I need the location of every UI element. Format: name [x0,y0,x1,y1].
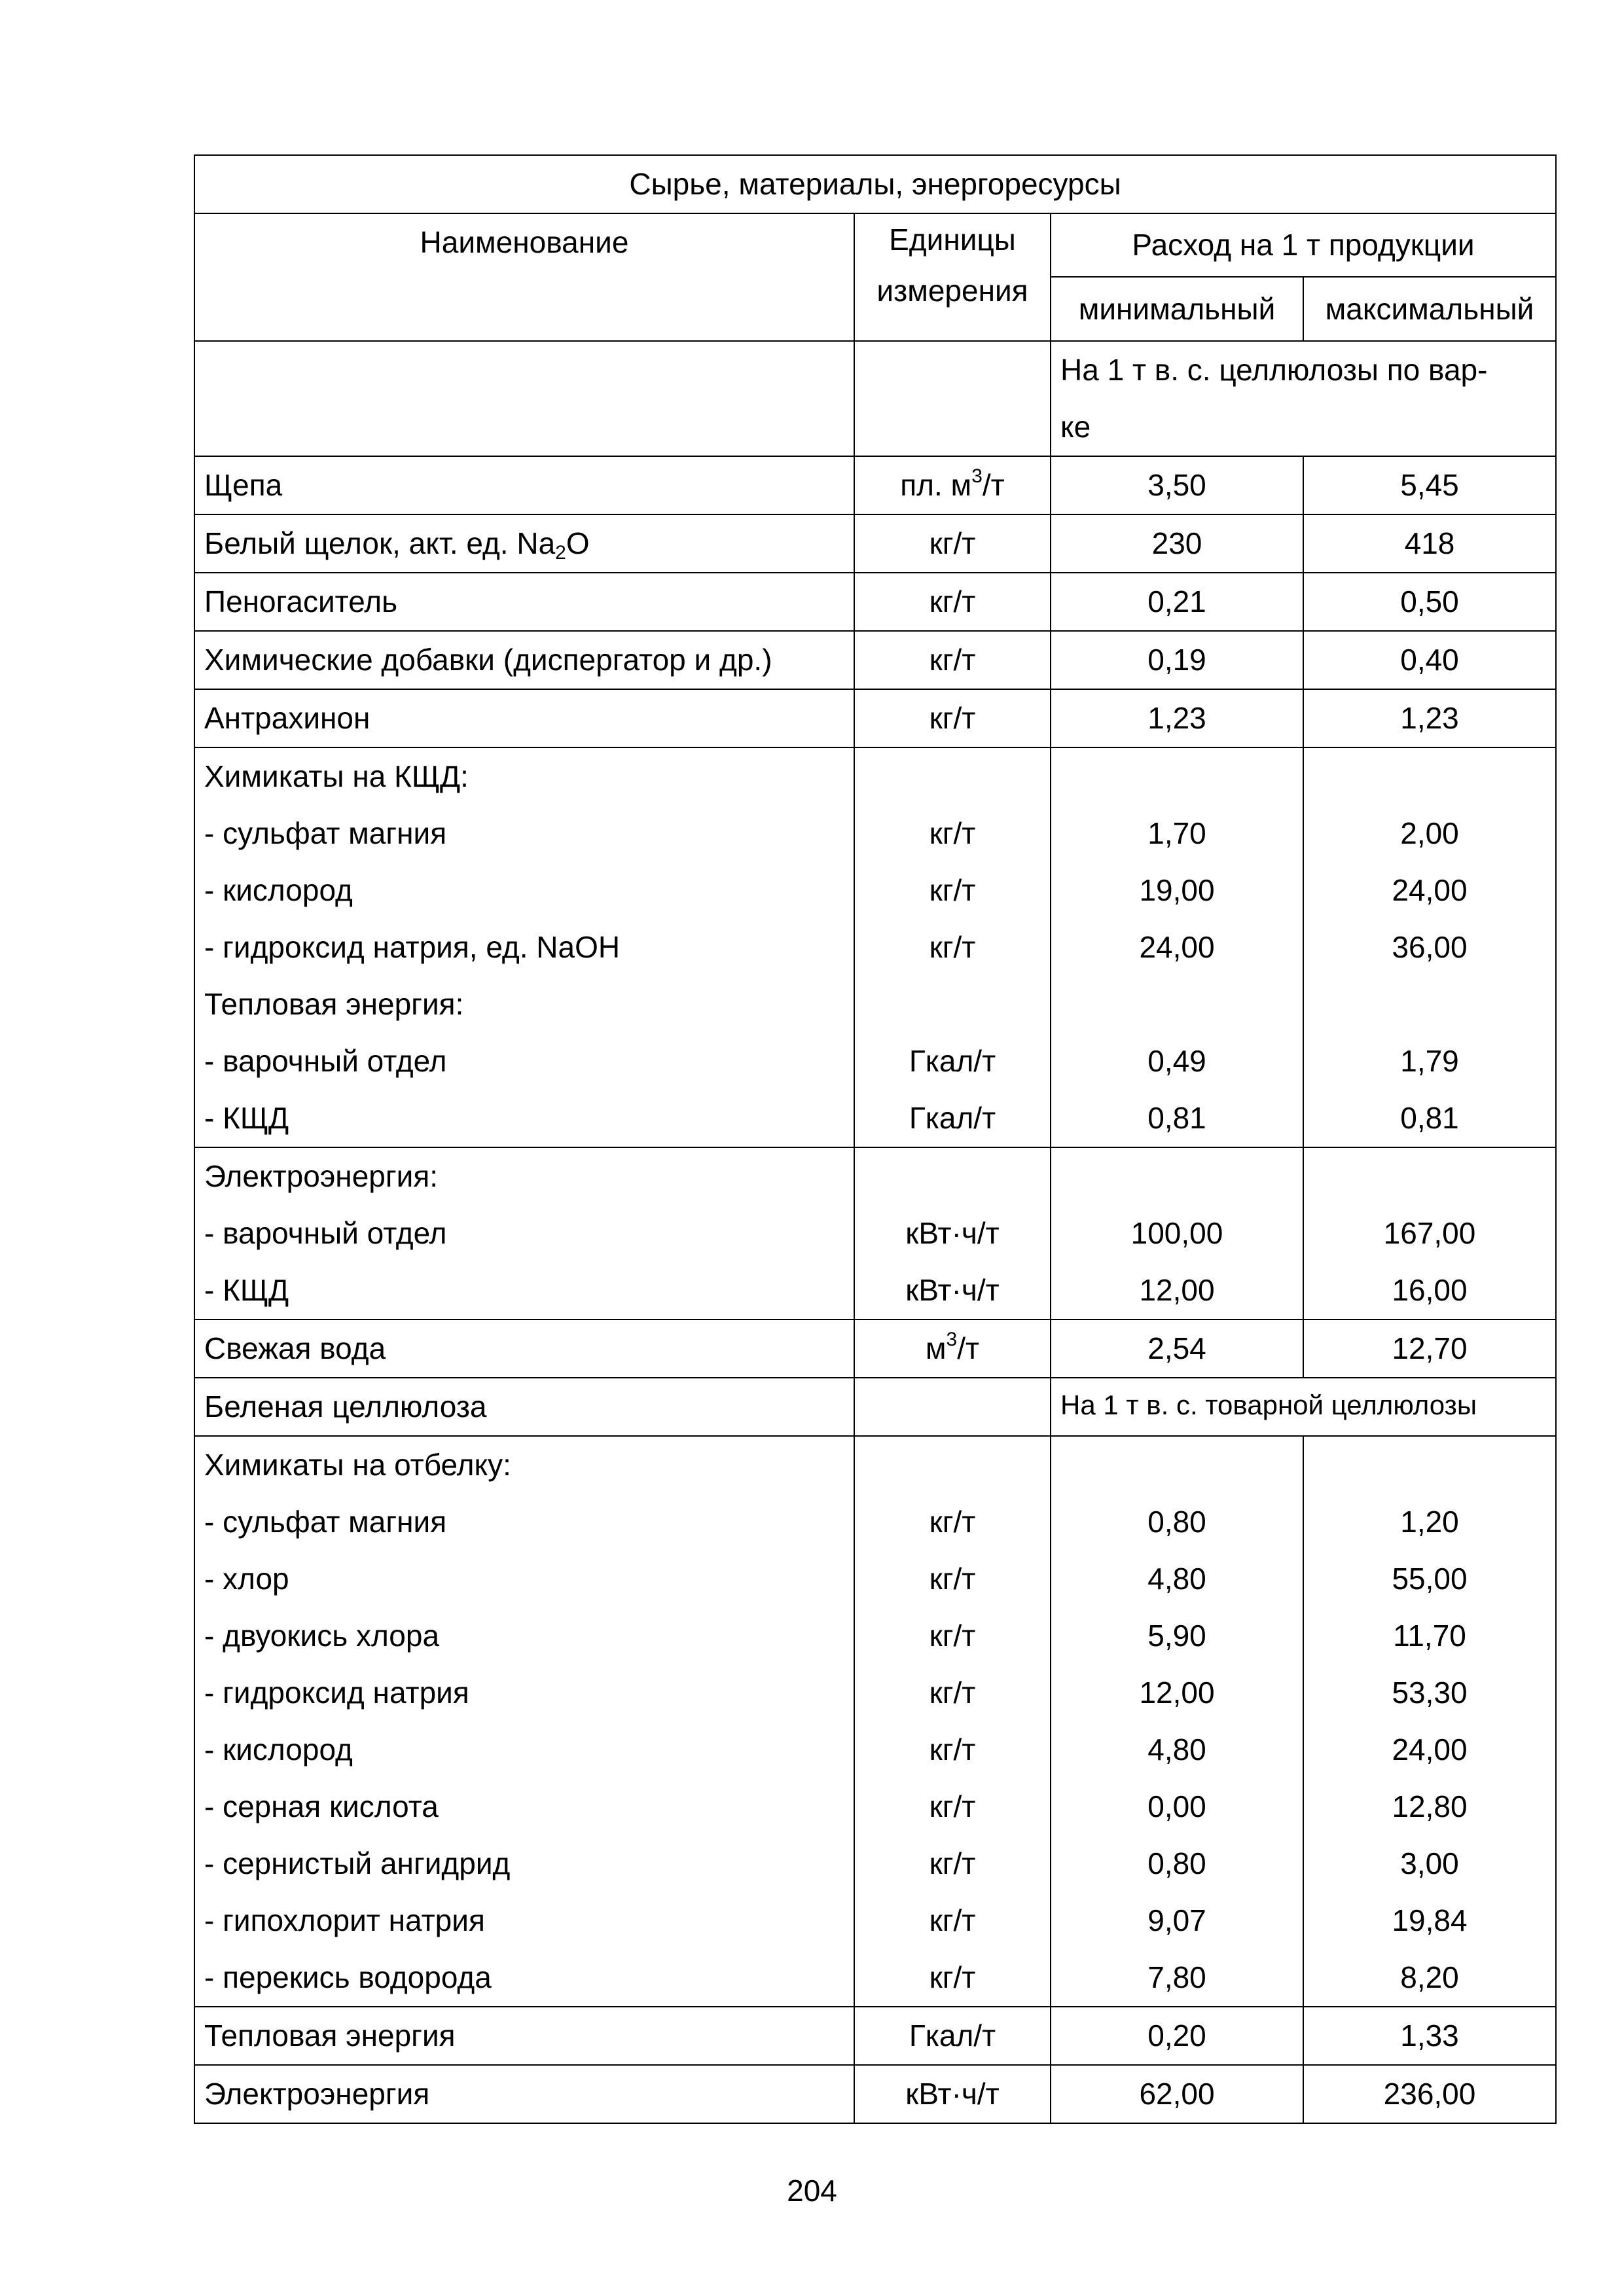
basis-bleached-cell: На 1 т в. с. товарной целлюлозы [1051,1378,1556,1436]
row-max: 418 [1303,514,1556,573]
row-name: Щепа [194,456,854,514]
list-item: Электроэнергия: [204,1159,439,1193]
table-row [194,631,1556,689]
row-max: 1,23 [1303,689,1556,747]
table-row [194,514,1556,573]
list-item: - варочный отдел [204,1044,447,1078]
list-item: Химикаты на КЩД: [204,759,469,793]
list-item: - перекись водорода [204,1960,492,1994]
row-name: Свежая вода [194,1319,854,1378]
list-item: - кислород [204,873,353,907]
group-title: Сырье, материалы, энергоресурсы [194,155,1556,213]
col-header-units-line2: измерения [876,274,1028,308]
list-item: Химикаты на отбелку: [204,1448,511,1482]
row-min: 3,50 [1051,456,1303,514]
group-electro-names [194,1147,854,1319]
col-header-min: минимальный [1051,277,1303,341]
group-bleach-units: кг/т кг/т кг/т кг/т кг/т кг/т кг/т кг/т кг/т [854,1436,1051,2007]
page-number: 204 [787,2174,837,2208]
row-min: 0,21 [1051,573,1303,631]
group-bleach-names [194,1436,854,2007]
list-item: - гидроксид натрия, ед. NaOH [204,930,621,964]
group-kshd-min: 1,70 19,00 24,00 0,49 0,81 [1051,747,1303,1147]
basis-empty-unit [854,1378,1051,1436]
table-row [194,456,1556,514]
col-header-name: Наименование [194,213,854,341]
row-max: 5,45 [1303,456,1556,514]
table-header-row-1 [194,213,1556,277]
row-min: 0,20 [1051,2007,1303,2065]
group-bleach-min: 0,80 4,80 5,90 12,00 4,80 0,00 0,80 9,07 7,80 [1051,1436,1303,2007]
row-name: Электроэнергия [194,2065,854,2123]
row-unit: кг/т [854,631,1051,689]
resources-table [194,154,1557,2124]
group-bleach-max: 1,20 55,00 11,70 53,30 24,00 12,80 3,00 19,84 8,20 [1303,1436,1556,2007]
row-name: Белый щелок, акт. ед. $Na_2O$ [194,514,854,573]
row-unit: Гкал/т [854,2007,1051,2065]
col-header-rate: Расход на 1 т продукции [1051,213,1556,277]
row-min: 230 [1051,514,1303,573]
basis-empty-name [194,341,854,456]
list-item: - сульфат магния [204,1505,447,1539]
group-electro-min: 100,00 12,00 [1051,1147,1303,1319]
basis-cooking-line1: На 1 т в. с. целлюлозы по вар- [1060,353,1488,387]
list-item: Тепловая энергия: [204,987,464,1021]
list-item: - гипохлорит натрия [204,1903,485,1937]
list-item: - варочный отдел [204,1216,447,1250]
row-min: 0,19 [1051,631,1303,689]
basis-cooking-line2: ке [1060,410,1091,444]
basis-row-cooking [194,341,1556,456]
row-name: Антрахинон [194,689,854,747]
row-unit: кг/т [854,514,1051,573]
row-unit: кг/т [854,573,1051,631]
row-name: Тепловая энергия [194,2007,854,2065]
row-unit: кВт·ч/т [854,2065,1051,2123]
table-row [194,689,1556,747]
row-unit: $м^3/т$ [854,1319,1051,1378]
list-item: - хлор [204,1562,289,1596]
list-item: - КЩД [204,1101,289,1135]
col-header-units-line1: Единицы [889,223,1016,257]
list-item: - сернистый ангидрид [204,1846,511,1880]
group-row-bleach [194,1436,1556,2007]
row-max: 0,40 [1303,631,1556,689]
row-max: 12,70 [1303,1319,1556,1378]
list-item: - кислород [204,1732,353,1767]
list-item: - сульфат магния [204,816,447,850]
row-unit: кг/т [854,689,1051,747]
row-max: 1,33 [1303,2007,1556,2065]
row-min: 2,54 [1051,1319,1303,1378]
row-max: 236,00 [1303,2065,1556,2123]
basis-row-bleached [194,1378,1556,1436]
row-name: Пеногаситель [194,573,854,631]
table-row [194,1319,1556,1378]
table-row [194,2065,1556,2123]
row-min: 62,00 [1051,2065,1303,2123]
col-header-units [854,213,1051,341]
list-item: - серная кислота [204,1789,439,1823]
row-unit: пл. $м^3/т$ [854,456,1051,514]
table-row [194,2007,1556,2065]
row-name: Беленая целлюлоза [194,1378,854,1436]
group-electro-units: кВт·ч/т кВт·ч/т [854,1147,1051,1319]
row-max: 0,50 [1303,573,1556,631]
basis-cooking-cell [1051,341,1556,456]
list-item: - двуокись хлора [204,1619,440,1653]
group-kshd-max: 2,00 24,00 36,00 1,79 0,81 [1303,747,1556,1147]
col-header-max: максимальный [1303,277,1556,341]
group-kshd-names [194,747,854,1147]
table-row [194,573,1556,631]
list-item: - КЩД [204,1273,289,1307]
group-row-kshd [194,747,1556,1147]
row-min: 1,23 [1051,689,1303,747]
list-item: - гидроксид натрия [204,1676,469,1710]
row-name: Химические добавки (диспергатор и др.) [194,631,854,689]
table-group-header-row [194,155,1556,213]
group-electro-max: 167,00 16,00 [1303,1147,1556,1319]
group-row-electro [194,1147,1556,1319]
basis-empty-unit [854,341,1051,456]
group-kshd-units: кг/т кг/т кг/т Гкал/т Гкал/т [854,747,1051,1147]
